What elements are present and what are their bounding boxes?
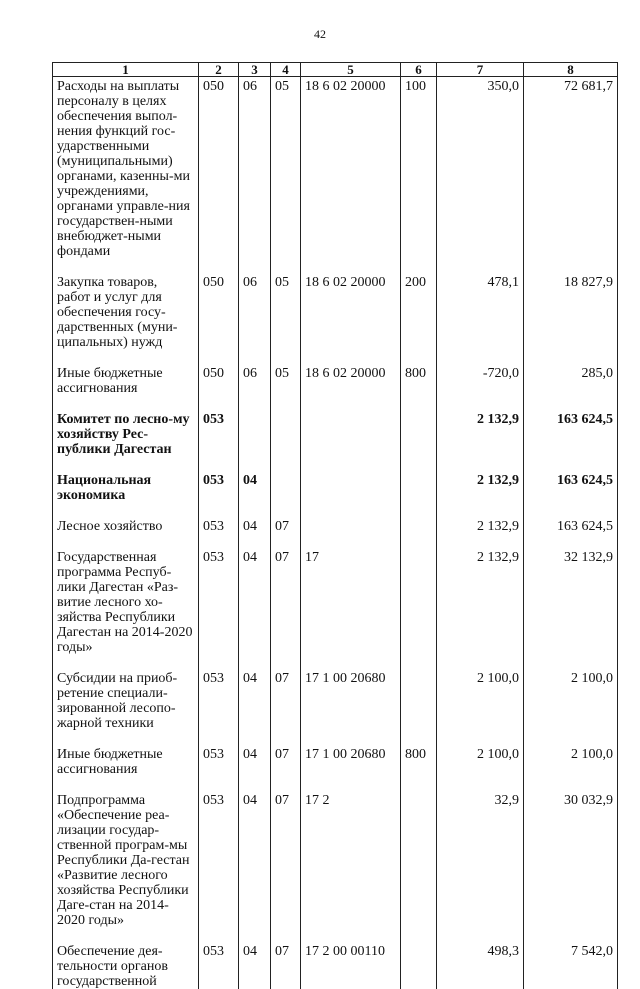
cell-code-3: 04 bbox=[239, 791, 271, 942]
cell-name: Подпрограмма «Обеспечение реа-лизации государ-ственной програм-мы Республики Да-гестан «Развитие лесного хозяйства Республики Даге-стан на 2014-2020 годы» bbox=[53, 791, 199, 942]
cell-amount-8: 30 032,9 bbox=[524, 791, 618, 942]
cell-code-2: 053 bbox=[199, 669, 239, 745]
cell-name: Субсидии на приоб-ретение специали-зированной лесопо-жарной техники bbox=[53, 669, 199, 745]
cell-amount-8: 285,0 bbox=[524, 364, 618, 410]
column-header: 4 bbox=[271, 63, 301, 77]
cell-code-4: 07 bbox=[271, 548, 301, 669]
cell-code-2: 053 bbox=[199, 410, 239, 471]
table-row bbox=[53, 942, 618, 989]
table-row bbox=[53, 745, 618, 791]
budget-table bbox=[52, 62, 618, 989]
table-row bbox=[53, 791, 618, 942]
cell-code-6 bbox=[401, 471, 437, 517]
cell-code-4 bbox=[271, 471, 301, 517]
cell-code-3: 04 bbox=[239, 745, 271, 791]
cell-code-5: 17 2 bbox=[301, 791, 401, 942]
cell-name: Обеспечение дея-тельности органов государственной bbox=[53, 942, 199, 989]
cell-code-6 bbox=[401, 942, 437, 989]
cell-name: Лесное хозяйство bbox=[53, 517, 199, 548]
cell-code-4: 07 bbox=[271, 791, 301, 942]
column-header: 6 bbox=[401, 63, 437, 77]
cell-code-3: 06 bbox=[239, 273, 271, 364]
cell-amount-8: 7 542,0 bbox=[524, 942, 618, 989]
cell-code-2: 053 bbox=[199, 548, 239, 669]
cell-code-5 bbox=[301, 410, 401, 471]
cell-amount-7: 478,1 bbox=[437, 273, 524, 364]
column-header: 1 bbox=[53, 63, 199, 77]
cell-code-2: 050 bbox=[199, 77, 239, 274]
cell-amount-8: 2 100,0 bbox=[524, 745, 618, 791]
cell-code-6 bbox=[401, 410, 437, 471]
cell-name: Комитет по лесно-му хозяйству Рес-публики Дагестан bbox=[53, 410, 199, 471]
cell-code-6: 800 bbox=[401, 745, 437, 791]
column-header: 7 bbox=[437, 63, 524, 77]
cell-amount-8: 2 100,0 bbox=[524, 669, 618, 745]
table-row bbox=[53, 517, 618, 548]
column-header: 8 bbox=[524, 63, 618, 77]
cell-code-5 bbox=[301, 517, 401, 548]
cell-amount-8: 18 827,9 bbox=[524, 273, 618, 364]
cell-code-6 bbox=[401, 791, 437, 942]
cell-code-5: 18 6 02 20000 bbox=[301, 77, 401, 274]
cell-code-3: 04 bbox=[239, 548, 271, 669]
cell-code-3: 04 bbox=[239, 471, 271, 517]
column-header: 3 bbox=[239, 63, 271, 77]
cell-code-2: 050 bbox=[199, 364, 239, 410]
cell-code-2: 053 bbox=[199, 517, 239, 548]
cell-code-3 bbox=[239, 410, 271, 471]
cell-code-4: 07 bbox=[271, 942, 301, 989]
cell-code-3: 06 bbox=[239, 77, 271, 274]
cell-amount-7: 2 132,9 bbox=[437, 548, 524, 669]
cell-code-6: 800 bbox=[401, 364, 437, 410]
cell-name: Иные бюджетные ассигнования bbox=[53, 364, 199, 410]
cell-amount-7: 350,0 bbox=[437, 77, 524, 274]
cell-code-2: 050 bbox=[199, 273, 239, 364]
cell-code-2: 053 bbox=[199, 745, 239, 791]
cell-amount-7: 32,9 bbox=[437, 791, 524, 942]
cell-amount-8: 163 624,5 bbox=[524, 517, 618, 548]
cell-code-5: 17 1 00 20680 bbox=[301, 745, 401, 791]
cell-code-5: 18 6 02 20000 bbox=[301, 273, 401, 364]
cell-code-4: 05 bbox=[271, 77, 301, 274]
cell-amount-7: 2 100,0 bbox=[437, 745, 524, 791]
cell-code-4 bbox=[271, 410, 301, 471]
cell-code-2: 053 bbox=[199, 791, 239, 942]
cell-name: Закупка товаров, работ и услуг для обеспечения госу-дарственных (муни-ципальных) нужд bbox=[53, 273, 199, 364]
cell-code-6 bbox=[401, 669, 437, 745]
cell-amount-7: 498,3 bbox=[437, 942, 524, 989]
cell-code-4: 07 bbox=[271, 669, 301, 745]
table-row bbox=[53, 548, 618, 669]
table-header-row bbox=[53, 63, 618, 77]
cell-amount-7: 2 132,9 bbox=[437, 517, 524, 548]
cell-amount-8: 72 681,7 bbox=[524, 77, 618, 274]
table-row bbox=[53, 471, 618, 517]
table-row bbox=[53, 77, 618, 274]
cell-code-6 bbox=[401, 548, 437, 669]
column-header: 2 bbox=[199, 63, 239, 77]
cell-code-3: 04 bbox=[239, 942, 271, 989]
cell-code-5: 17 bbox=[301, 548, 401, 669]
cell-code-5 bbox=[301, 471, 401, 517]
cell-code-2: 053 bbox=[199, 471, 239, 517]
cell-code-2: 053 bbox=[199, 942, 239, 989]
cell-amount-8: 163 624,5 bbox=[524, 471, 618, 517]
cell-name: Государственная программа Респуб-лики Дагестан «Раз-витие лесного хо-зяйства Республики Дагестан на 2014-2020 годы» bbox=[53, 548, 199, 669]
table-row bbox=[53, 669, 618, 745]
cell-code-6: 100 bbox=[401, 77, 437, 274]
cell-name: Иные бюджетные ассигнования bbox=[53, 745, 199, 791]
table-row bbox=[53, 410, 618, 471]
cell-code-4: 07 bbox=[271, 517, 301, 548]
cell-code-6 bbox=[401, 517, 437, 548]
cell-code-3: 04 bbox=[239, 517, 271, 548]
cell-code-3: 06 bbox=[239, 364, 271, 410]
cell-code-6: 200 bbox=[401, 273, 437, 364]
cell-code-4: 07 bbox=[271, 745, 301, 791]
table-row bbox=[53, 364, 618, 410]
cell-name: Расходы на выплаты персоналу в целях обеспечения выпол-нения функций гос-ударственными (муниципальными) органами, казенны-ми учреждениями, органами управле-ния государствен-ными внебюджет-ными фондами bbox=[53, 77, 199, 274]
table-row bbox=[53, 273, 618, 364]
cell-code-5: 18 6 02 20000 bbox=[301, 364, 401, 410]
cell-name: Национальная экономика bbox=[53, 471, 199, 517]
cell-code-4: 05 bbox=[271, 364, 301, 410]
cell-amount-7: -720,0 bbox=[437, 364, 524, 410]
cell-amount-7: 2 132,9 bbox=[437, 471, 524, 517]
cell-amount-7: 2 132,9 bbox=[437, 410, 524, 471]
column-header: 5 bbox=[301, 63, 401, 77]
cell-amount-8: 32 132,9 bbox=[524, 548, 618, 669]
cell-code-3: 04 bbox=[239, 669, 271, 745]
cell-code-5: 17 1 00 20680 bbox=[301, 669, 401, 745]
cell-code-5: 17 2 00 00110 bbox=[301, 942, 401, 989]
page-number: 42 bbox=[314, 27, 326, 41]
cell-code-4: 05 bbox=[271, 273, 301, 364]
cell-amount-7: 2 100,0 bbox=[437, 669, 524, 745]
cell-amount-8: 163 624,5 bbox=[524, 410, 618, 471]
